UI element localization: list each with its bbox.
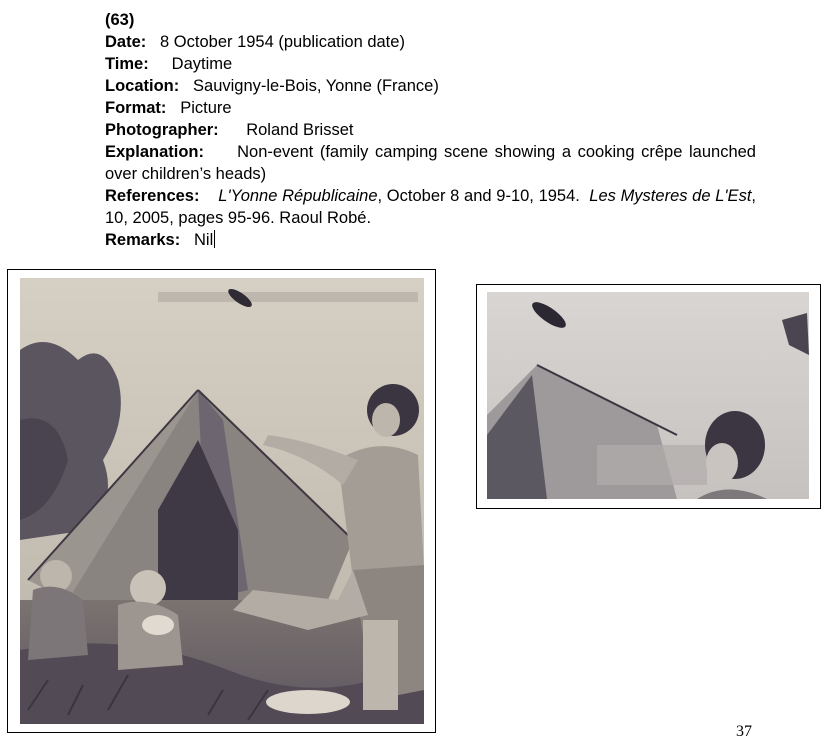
camping-photo xyxy=(8,270,435,732)
format-value: Picture xyxy=(180,99,232,117)
photographer-label: Photographer xyxy=(105,121,214,139)
time-row xyxy=(105,53,756,75)
location-row xyxy=(105,75,756,97)
time-label: Time xyxy=(105,55,144,73)
time-colon: : xyxy=(143,55,168,73)
date-colon: : xyxy=(140,33,156,51)
photographer-row xyxy=(105,119,756,141)
location-label: Location xyxy=(105,77,174,95)
references-detail-1: , October 8 and 9-10, 1954. xyxy=(377,187,580,205)
photographer-value: Roland Brisset xyxy=(246,121,354,139)
location-colon: : xyxy=(173,77,189,95)
record-number: (63) xyxy=(105,11,135,29)
date-label: Date xyxy=(105,33,141,51)
references-publication-2: Les Mysteres de L'Est xyxy=(589,187,752,205)
references-publication-1: L'Yonne Républicaine xyxy=(218,187,378,205)
remarks-value: Nil xyxy=(193,231,214,249)
format-colon: : xyxy=(160,99,176,117)
remarks-colon: : xyxy=(174,231,190,249)
text-cursor xyxy=(214,230,215,248)
references-label: References xyxy=(105,187,194,205)
references-detail-2: , 10, 2005, pages 95-96. Raoul Robé. xyxy=(105,187,756,227)
explanation-row xyxy=(105,141,756,185)
references-row xyxy=(105,185,756,229)
format-row xyxy=(105,97,756,119)
date-value: 8 October 1954 (publication date) xyxy=(160,33,405,51)
date-row xyxy=(105,31,756,53)
explanation-colon: : xyxy=(198,143,231,161)
explanation-label: Explanation xyxy=(105,143,199,161)
references-colon: : xyxy=(193,187,214,205)
remarks-label: Remarks xyxy=(105,231,175,249)
detail-photo-frame xyxy=(476,284,821,509)
detail-photo xyxy=(477,285,820,508)
time-value: Daytime xyxy=(171,55,233,73)
remarks-row xyxy=(105,229,756,251)
camping-photo-frame xyxy=(7,269,436,733)
location-value: Sauvigny-le-Bois, Yonne (France) xyxy=(193,77,439,95)
page-number: 37 xyxy=(736,723,752,740)
photographer-colon: : xyxy=(213,121,242,139)
explanation-value: Non-event (family camping scene showing a cooking crêpe launched over children’s heads) xyxy=(105,143,756,183)
format-label: Format xyxy=(105,99,161,117)
sighting-record xyxy=(105,9,756,251)
